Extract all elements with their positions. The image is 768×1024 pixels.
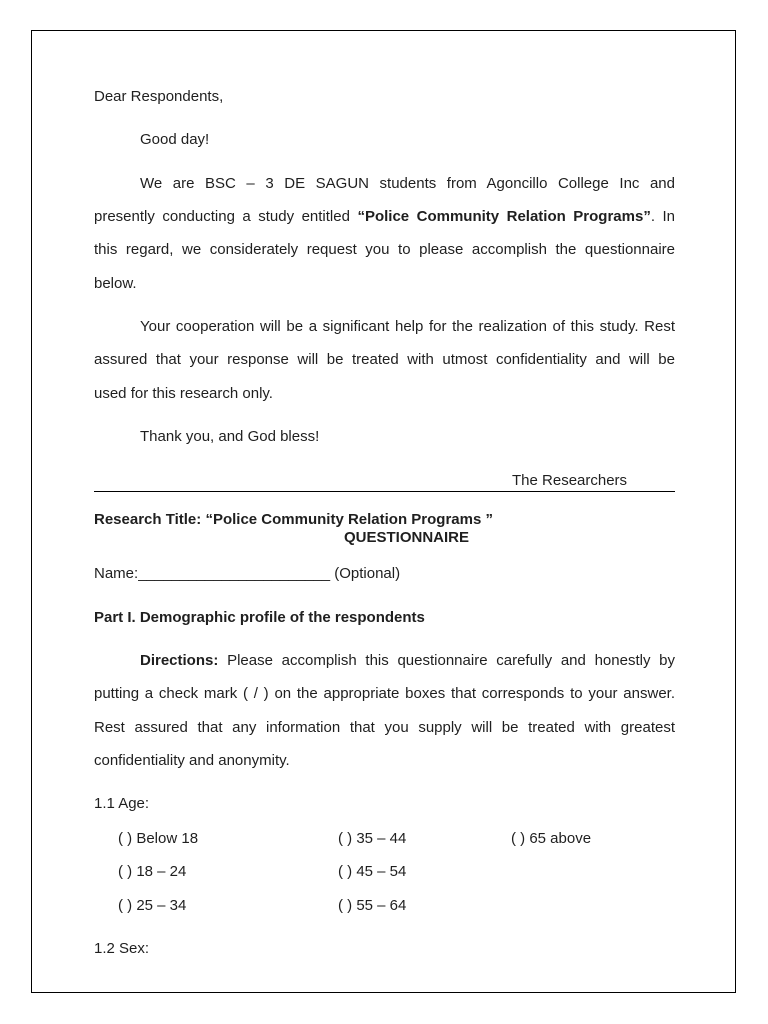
document-page xyxy=(31,30,736,993)
age-option[interactable]: ( ) 65 above xyxy=(511,830,592,847)
paragraph-1-line-3: this regard, we considerately request you to please accomplish the questionnaire xyxy=(94,241,675,258)
name-optional: (Optional) xyxy=(330,565,401,582)
part-1-title: Part I. Demographic profile of the respondents xyxy=(94,609,425,626)
signature: The Researchers xyxy=(512,472,628,489)
research-title: Research Title: “Police Community Relation Programs ” xyxy=(94,511,493,528)
study-title: “Police Community Relation Programs” xyxy=(357,208,651,225)
age-option[interactable]: ( ) 25 – 34 xyxy=(118,897,187,914)
age-label: 1.1 Age: xyxy=(94,795,150,812)
directions-line-1 xyxy=(140,652,675,670)
directions-line-3: Rest assured that any information that you supply will be treated with greatest xyxy=(94,719,675,736)
paragraph-1-line-2-text: presently conducting a study entitled xyxy=(94,208,358,225)
questionnaire-heading: QUESTIONNAIRE xyxy=(344,529,470,546)
age-option[interactable]: ( ) 45 – 54 xyxy=(338,863,407,880)
directions-text: Please accomplish this questionnaire carefully and honestly by xyxy=(218,652,675,669)
paragraph-1-line-2 xyxy=(94,208,675,226)
age-option[interactable]: ( ) Below 18 xyxy=(118,830,199,847)
paragraph-2-line-1: Your cooperation will be a significant help for the realization of this study. Rest xyxy=(140,318,675,335)
paragraph-2-line-2: assured that your response will be treated with utmost confidentiality and will be xyxy=(94,351,675,368)
paragraph-1-line-4: below. xyxy=(94,275,137,292)
closing: Thank you, and God bless! xyxy=(140,428,320,445)
greeting: Good day! xyxy=(140,131,210,148)
age-option[interactable]: ( ) 35 – 44 xyxy=(338,830,407,847)
age-option[interactable]: ( ) 55 – 64 xyxy=(338,897,407,914)
paragraph-1-line-1: We are BSC – 3 DE SAGUN students from Agoncillo College Inc and xyxy=(140,175,675,192)
directions-label: Directions: xyxy=(140,652,219,669)
paragraph-2-line-3: used for this research only. xyxy=(94,385,273,402)
paragraph-1-line-2-end: . In xyxy=(650,208,675,225)
sex-label: 1.2 Sex: xyxy=(94,940,150,957)
directions-line-2: putting a check mark ( / ) on the appropriate boxes that corresponds to your answer. xyxy=(94,685,675,702)
salutation: Dear Respondents, xyxy=(94,88,224,105)
name-label: Name: xyxy=(94,565,139,582)
directions-line-4: confidentiality and anonymity. xyxy=(94,752,290,769)
divider-line xyxy=(94,491,675,492)
age-option[interactable]: ( ) 18 – 24 xyxy=(118,863,187,880)
name-field xyxy=(94,565,400,583)
name-blank: _______________________ xyxy=(138,565,331,582)
